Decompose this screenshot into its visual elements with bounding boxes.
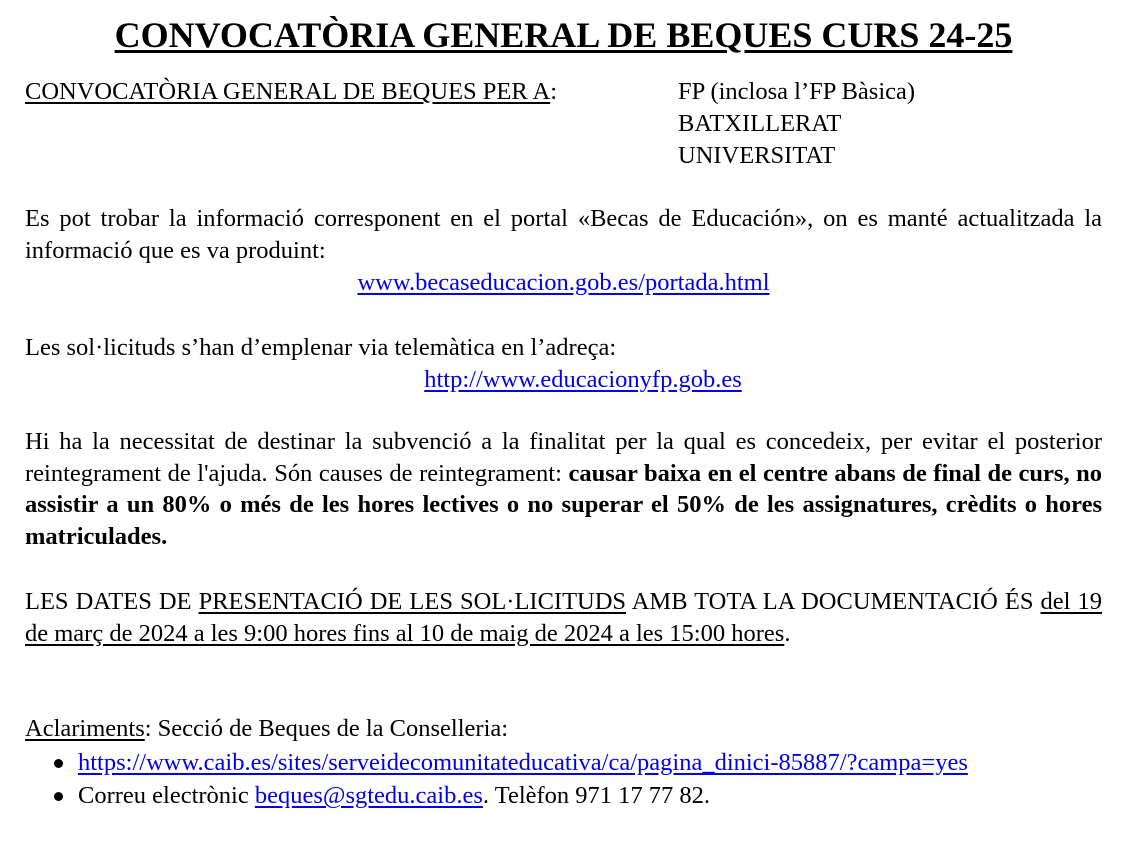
dates-text-1: LES DATES DE [25,588,199,615]
bullet-icon [54,759,63,768]
dates-period: del 19 de març de 2024 a les 9:00 hores fins al 10 de maig de 2024 a les 15:00 hores [25,588,1102,647]
studies-list [678,76,915,172]
studies-label [25,76,557,108]
list-item [25,747,1102,780]
application-link[interactable]: http://www.educacionyfp.gob.es [424,366,742,393]
document-title: CONVOCATÒRIA GENERAL DE BEQUES CURS 24-25 [114,15,1013,55]
study-item: BATXILLERAT [678,110,842,137]
caib-link[interactable]: https://www.caib.es/sites/serveidecomunitateducativa/ca/pagina_dinici-85887/?campa=yes [78,749,968,776]
reimbursement-text: Hi ha la necessitat de destinar la subvenció a la finalitat per la qual es concedeix, per evitar el posterior reintegrament de l'ajuda. Són causes de reintegrament: [25,428,1102,487]
reimbursement-paragraph [25,426,1102,552]
clarifications-text: : Secció de Beques de la Conselleria: [144,715,509,742]
phone-text: . Telèfon 971 17 77 82. [482,782,711,809]
dates-text-3: AMB TOTA LA DOCUMENTACIÓ ÉS [626,588,1041,615]
study-item: FP (inclosa l’FP Bàsica) [678,78,916,105]
contact-list [25,747,1102,813]
email-prefix: Correu electrònic [78,782,255,809]
studies-label-text: CONVOCATÒRIA GENERAL DE BEQUES PER A [25,78,551,105]
study-item: UNIVERSITAT [678,142,836,169]
reimbursement-causes: causar baixa en el centre abans de final de curs, no assistir a un 80% o més de les hores lectives o no superar el 50% de les assignatures, crèdits o hores matriculades. [25,459,1102,550]
clarifications-label: Aclariments [25,715,145,742]
info-paragraph: Es pot trobar la informació corresponent en el portal «Becas de Educación», on es manté actualitzada la informació que es va produint: [25,205,1102,264]
bullet-icon [54,792,63,801]
email-link[interactable]: beques@sgtedu.caib.es [254,782,483,809]
clarifications-heading [25,713,1102,745]
dates-text-5: . [784,619,791,647]
list-item [25,780,1102,813]
dates-paragraph [25,586,1102,649]
becas-portal-link[interactable]: www.becaseducacion.gob.es/portada.html [357,269,770,296]
info-link-line [25,267,1102,299]
dates-text-2: PRESENTACIÓ DE LES SOL·LICITUDS [198,588,627,615]
studies-label-colon: : [550,78,557,105]
application-link-line [25,364,1102,396]
application-paragraph: Les sol·licituds s’han d’emplenar via telemàtica en l’adreça: [25,334,617,361]
